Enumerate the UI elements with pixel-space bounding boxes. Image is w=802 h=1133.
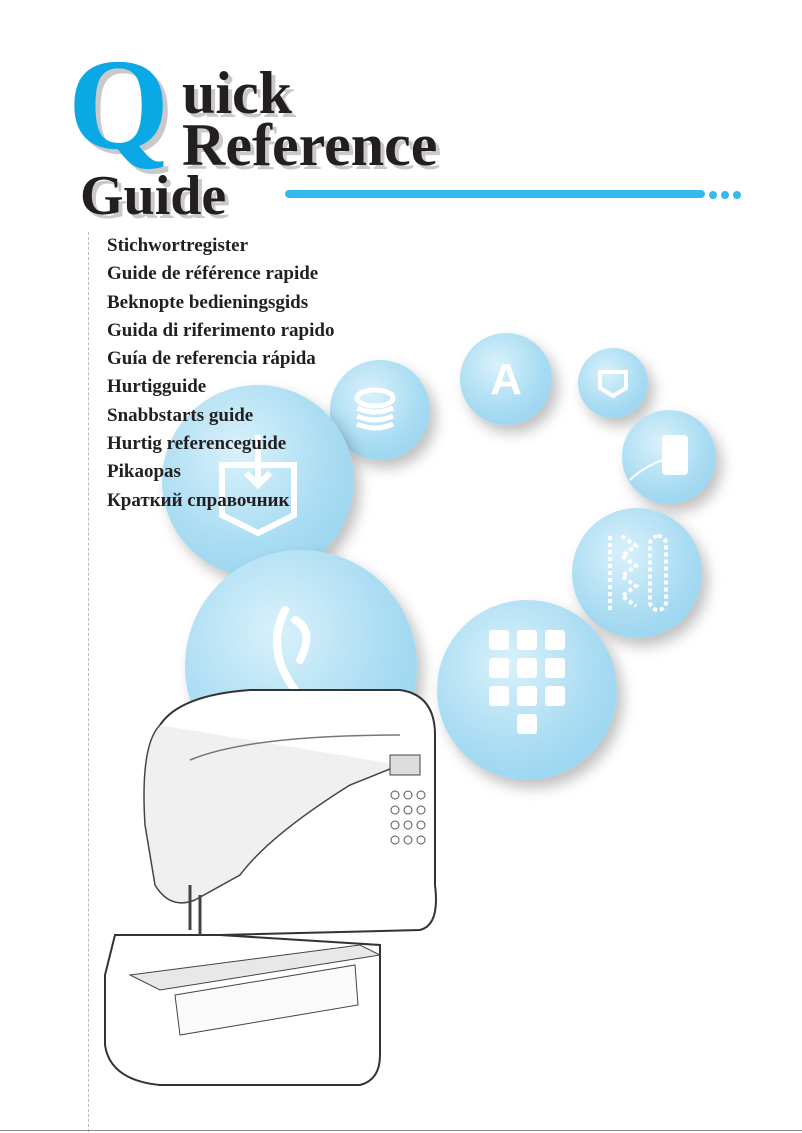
language-title: Beknopte bedieningsgids bbox=[107, 291, 309, 313]
language-title: Краткий справочник bbox=[107, 489, 290, 511]
language-title: Hurtig referenceguide bbox=[107, 433, 287, 455]
rule-dot bbox=[733, 191, 741, 199]
letter-a-icon: A bbox=[490, 355, 522, 404]
language-title: Stichwortregister bbox=[107, 235, 249, 256]
pocket-icon bbox=[578, 348, 648, 418]
title-reference: Reference bbox=[182, 112, 438, 178]
language-title: Guide de référence rapide bbox=[107, 263, 319, 285]
keypad-icon bbox=[437, 600, 617, 780]
language-list bbox=[107, 232, 334, 515]
letter-bubble bbox=[460, 333, 552, 425]
thread-bubble bbox=[622, 410, 716, 504]
language-title: Guía de referencia rápida bbox=[107, 348, 316, 370]
thread-spool-icon bbox=[622, 410, 716, 504]
keypad-bubble bbox=[437, 600, 617, 780]
title-quick: uick bbox=[182, 60, 293, 126]
margin-guide bbox=[88, 232, 89, 1132]
rule-dot bbox=[721, 191, 729, 199]
bottom-border bbox=[0, 1130, 802, 1131]
language-title: Hurtigguide bbox=[107, 376, 207, 398]
language-title: Pikaopas bbox=[107, 461, 181, 483]
title-guide: Guide bbox=[80, 165, 227, 227]
title-initial-q: Q bbox=[68, 33, 170, 177]
sewing-machine-illustration bbox=[100, 685, 450, 1090]
title-rule bbox=[285, 190, 705, 198]
language-title: Snabbstarts guide bbox=[107, 404, 254, 426]
pocket-bubble bbox=[578, 348, 648, 418]
language-title: Guida di riferimento rapido bbox=[107, 319, 335, 341]
rule-dot bbox=[709, 191, 717, 199]
